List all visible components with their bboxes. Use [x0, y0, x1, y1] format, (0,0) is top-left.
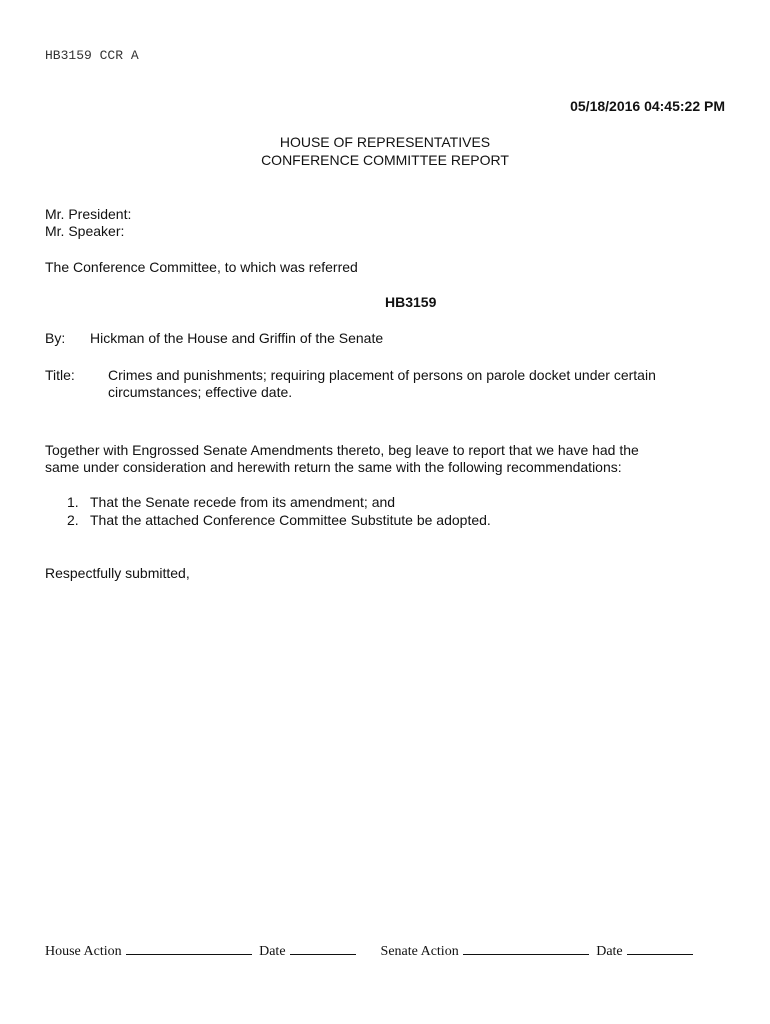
- house-action-label: House Action: [45, 944, 122, 959]
- intro-text: The Conference Committee, to which was referred: [45, 259, 358, 275]
- senate-date-label: Date: [596, 944, 623, 959]
- recommendation-2-text: That the attached Conference Committee Substitute be adopted.: [90, 512, 491, 528]
- senate-action-line: [463, 942, 589, 955]
- by-value: Hickman of the House and Griffin of the Senate: [90, 330, 384, 346]
- title-label: Title:: [45, 367, 75, 383]
- footer-actions: [45, 942, 697, 960]
- salutation-speaker: Mr. Speaker:: [45, 223, 125, 239]
- house-date-line: [290, 942, 356, 955]
- document-id: HB3159 CCR A: [45, 48, 139, 63]
- bill-number: HB3159: [385, 294, 437, 310]
- house-date-label: Date: [259, 944, 286, 959]
- body-line1: Together with Engrossed Senate Amendments thereto, beg leave to report that we have had the: [45, 442, 639, 458]
- report-title-line1: HOUSE OF REPRESENTATIVES: [279, 134, 491, 150]
- recommendation-1-number: 1.: [67, 494, 79, 510]
- recommendation-2-number: 2.: [67, 512, 79, 528]
- house-action-line: [126, 942, 252, 955]
- by-label: By:: [45, 330, 66, 346]
- body-line2: same under consideration and herewith return the same with the following recommendations:: [45, 459, 622, 475]
- title-line1: Crimes and punishments; requiring placement of persons on parole docket under certain: [108, 367, 656, 383]
- closing-text: Respectfully submitted,: [45, 565, 190, 581]
- senate-action-label: Senate Action: [380, 944, 459, 959]
- senate-date-line: [627, 942, 693, 955]
- salutation-president: Mr. President:: [45, 206, 132, 222]
- title-line2: circumstances; effective date.: [108, 384, 293, 400]
- recommendation-1-text: That the Senate recede from its amendment; and: [90, 494, 396, 510]
- timestamp: 05/18/2016 04:45:22 PM: [570, 98, 725, 114]
- report-title-line2: CONFERENCE COMMITTEE REPORT: [261, 152, 509, 168]
